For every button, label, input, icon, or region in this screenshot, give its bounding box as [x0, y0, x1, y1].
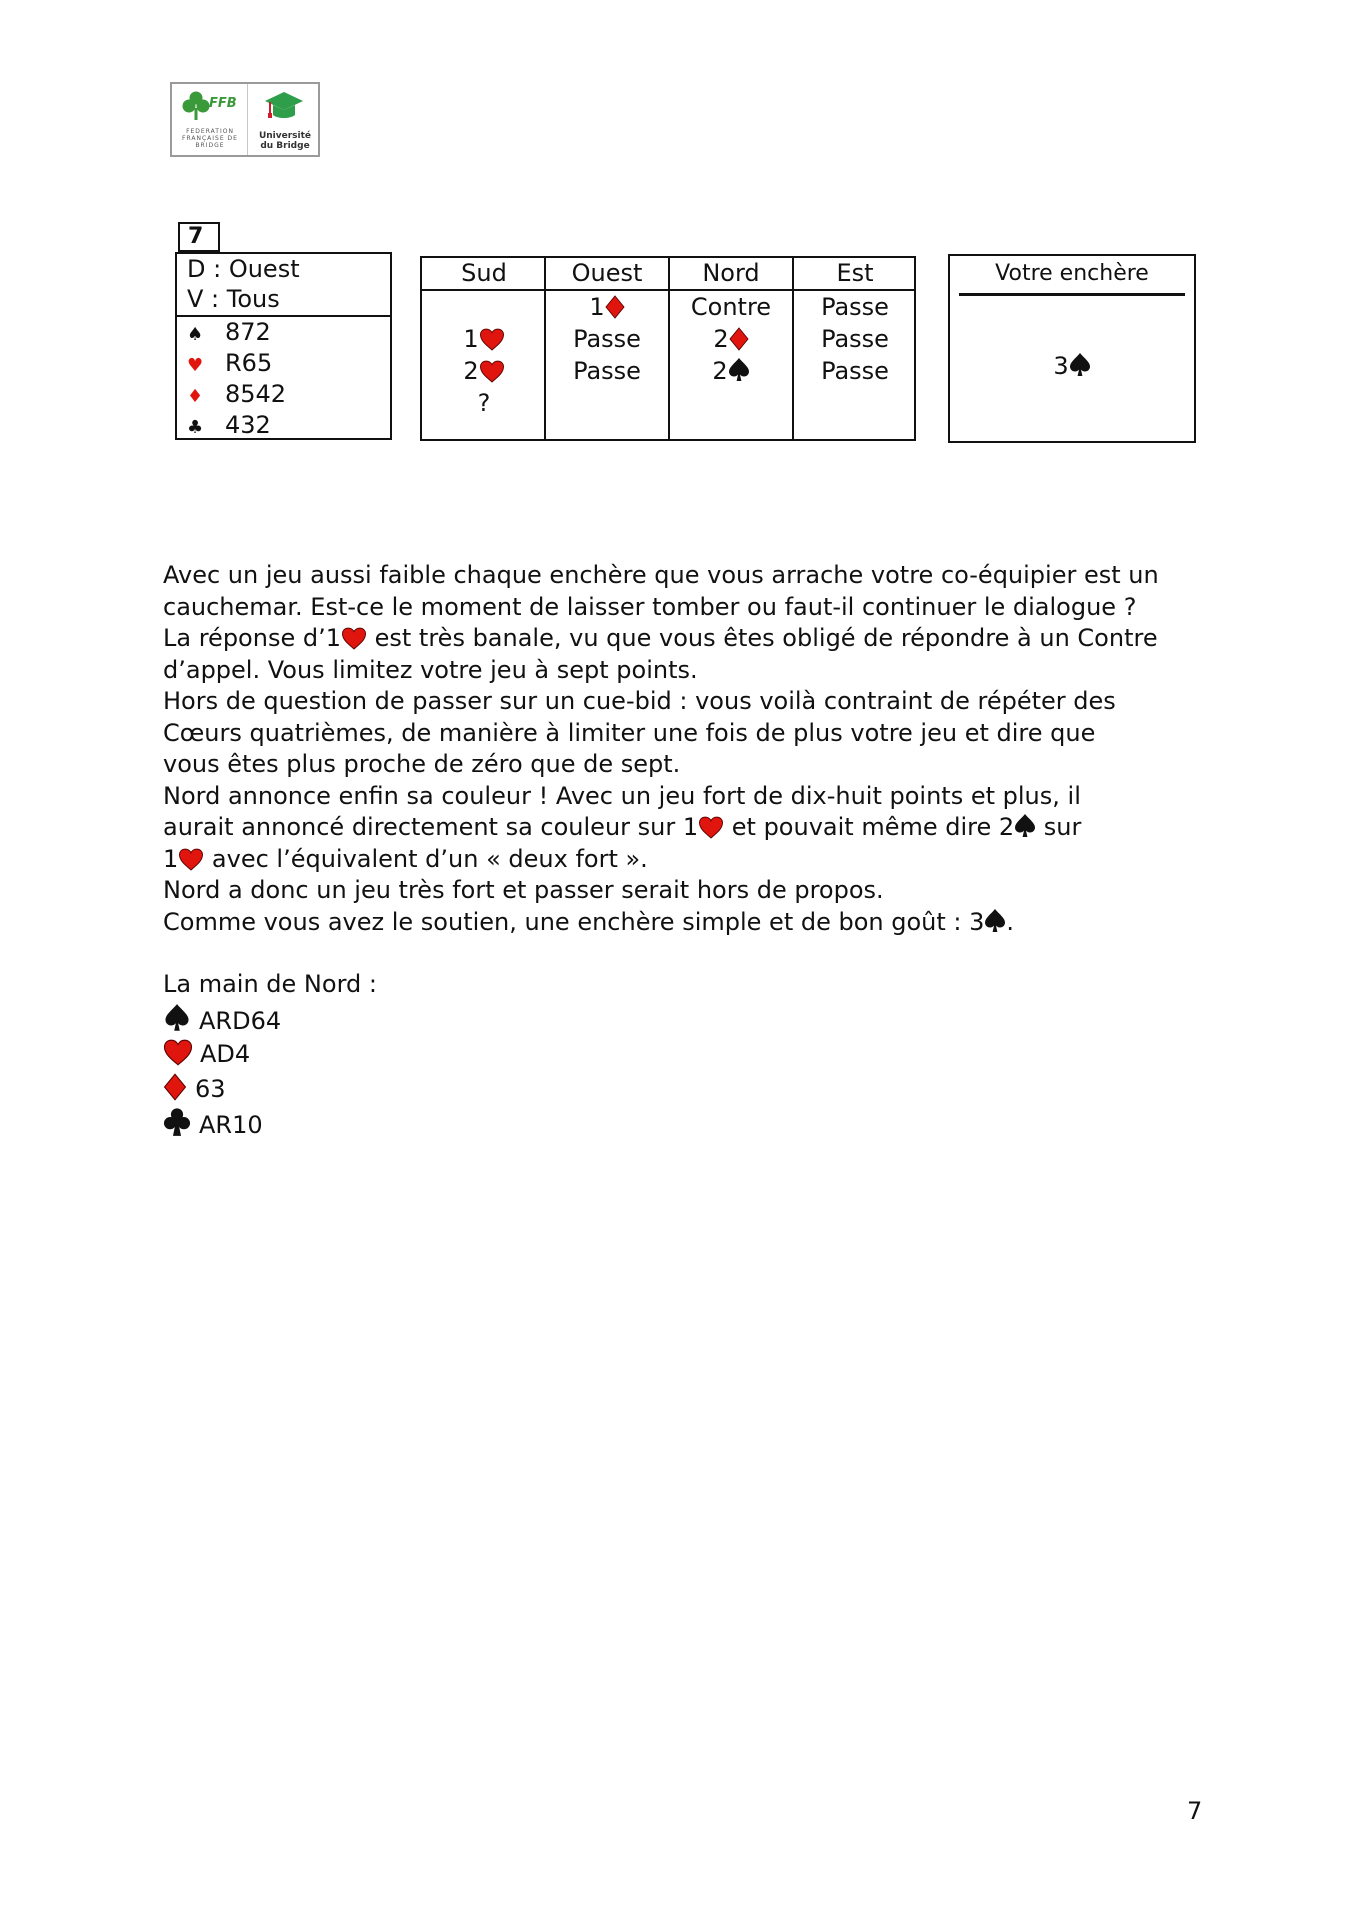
- hand-cards-diamonds: 8542: [225, 380, 287, 408]
- text-span: aurait annoncé directement sa couleur sur 1: [163, 813, 699, 841]
- bid-cell: [794, 387, 916, 419]
- bid-cell: [670, 355, 792, 387]
- answer-rule: [959, 293, 1185, 296]
- north-hand-diamonds: [163, 1073, 1213, 1106]
- spade-icon: [163, 1003, 191, 1033]
- page-number: 7: [1187, 1797, 1203, 1825]
- bid-cell: Passe: [573, 357, 641, 385]
- text-span: Comme vous avez le soutien, une enchère simple et de bon goût : 3: [163, 907, 985, 936]
- bid-cell: Passe: [573, 325, 641, 353]
- text-line: [163, 844, 1213, 876]
- text-span: .: [1006, 907, 1015, 936]
- bid-column-est: [792, 258, 916, 439]
- north-cards-diamonds: 63: [195, 1074, 226, 1103]
- ffb-logo: [170, 82, 320, 157]
- bid-cell: [670, 323, 792, 355]
- north-cards-hearts: AD4: [200, 1040, 251, 1068]
- bid-cell: Passe: [821, 325, 889, 353]
- deal-number: 7: [178, 222, 220, 252]
- text-line: Nord a donc un jeu très fort et passer serait hors de propos.: [163, 876, 884, 904]
- spade-icon: [1014, 813, 1036, 839]
- diamond-icon: [163, 1073, 187, 1101]
- text-line: cauchemar. Est-ce le moment de laisser tomber ou faut-il continuer le dialogue ?: [163, 592, 1137, 621]
- spade-icon: [984, 908, 1006, 934]
- bid-header-est: Est: [794, 258, 916, 291]
- bid-cell: [546, 291, 668, 323]
- bid-header-sud: Sud: [422, 258, 546, 291]
- universite-logo: [247, 84, 320, 155]
- diamond-icon: [605, 295, 625, 319]
- hand-cards-hearts: R65: [225, 349, 273, 377]
- hand-diagram: [175, 252, 392, 440]
- north-hand-spades: [163, 1003, 1213, 1038]
- text-span: La réponse d’1: [163, 624, 341, 652]
- text-line: Avec un jeu aussi faible chaque enchère que vous arrache votre co-équipier est un: [163, 561, 1159, 589]
- text-line: Cœurs quatrièmes, de manière à limiter une fois de plus votre jeu et dire que: [163, 718, 1096, 747]
- north-cards-clubs: AR10: [199, 1111, 263, 1139]
- bid-cell: Contre: [690, 293, 772, 321]
- text-line: [163, 907, 1213, 939]
- north-hand-title: La main de Nord :: [163, 970, 377, 998]
- text-span: est très banale, vu que vous êtes obligé de répondre à un Contre: [366, 624, 1158, 652]
- bid-cell: [422, 291, 546, 323]
- dealer-line: D : Ouest: [187, 255, 300, 283]
- hand-cards-clubs: 432: [225, 411, 271, 439]
- text-span: et pouvait même dire 2: [724, 813, 1015, 841]
- answer-title: Votre enchère: [995, 261, 1149, 286]
- diamond-icon: ♦: [187, 386, 204, 407]
- diamond-icon: [729, 327, 749, 351]
- vulnerability-line: V : Tous: [187, 285, 280, 313]
- bid-header-ouest: Ouest: [546, 258, 668, 291]
- bid-level: 2: [463, 357, 479, 385]
- text-line: vous êtes plus proche de zéro que de sept.: [163, 750, 681, 778]
- spade-icon: [1069, 352, 1091, 378]
- heart-icon: [341, 627, 367, 650]
- ffb-logo-left: [172, 84, 248, 155]
- text-line: Hors de question de passer sur un cue-bid : vous voilà contraint de répéter des: [163, 687, 1116, 715]
- bid-cell: [422, 355, 546, 387]
- bid-cell: [670, 387, 792, 419]
- heart-icon: [479, 328, 505, 351]
- hand-cards-spades: 872: [225, 318, 271, 346]
- graduation-cap-icon: [264, 90, 304, 126]
- text-line: [163, 623, 1213, 655]
- ffb-label: FFB: [209, 96, 237, 111]
- hand-row-hearts: [187, 348, 272, 379]
- bid-header-nord: Nord: [670, 258, 792, 291]
- bidding-table: [420, 256, 916, 441]
- bid-cell: [422, 323, 546, 355]
- bid-level: 1: [589, 293, 605, 321]
- heart-icon: [163, 1039, 193, 1066]
- text-span: 1: [163, 844, 179, 873]
- explanation-text: [163, 560, 1213, 1142]
- federation-label: FEDERATION FRANÇAISE DE BRIDGE: [182, 128, 238, 149]
- paragraph-gap: [163, 938, 1213, 969]
- heart-icon: ♥: [187, 355, 204, 376]
- text-line: [163, 812, 1213, 844]
- text-line: Nord annonce enfin sa couleur ! Avec un jeu fort de dix-huit points et plus, il: [163, 781, 1081, 810]
- bid-level: 2: [713, 325, 729, 353]
- heart-icon: [479, 360, 505, 383]
- text-line: d’appel. Vous limitez votre jeu à sept points.: [163, 655, 698, 684]
- bid-column-ouest: [544, 258, 668, 439]
- bid-cell: [546, 387, 668, 419]
- clover-icon: [182, 90, 210, 122]
- answer-level: 3: [1053, 352, 1069, 380]
- hand-row-spades: [187, 317, 271, 348]
- bid-level: 2: [712, 357, 728, 385]
- heart-icon: [178, 848, 204, 871]
- answer-box: [948, 254, 1196, 443]
- bid-cell: Passe: [821, 293, 889, 321]
- hand-row-clubs: [187, 410, 271, 441]
- spade-icon: ♠: [187, 324, 204, 345]
- spade-icon: [728, 357, 750, 383]
- bid-cell: Passe: [821, 357, 889, 385]
- heart-icon: [698, 816, 724, 839]
- bid-column-sud: [422, 258, 546, 439]
- north-cards-spades: ARD64: [199, 1006, 282, 1035]
- answer-value: [950, 350, 1194, 382]
- universite-label: Université du Bridge: [258, 131, 312, 151]
- club-icon: ♣: [187, 417, 204, 438]
- bid-level: 1: [463, 325, 479, 353]
- bid-column-nord: [668, 258, 792, 439]
- north-hand-hearts: [163, 1039, 1213, 1071]
- text-span: avec l’équivalent d’un « deux fort ».: [204, 844, 648, 873]
- north-hand-clubs: [163, 1107, 1213, 1142]
- bid-cell: ?: [477, 389, 491, 417]
- text-span: sur: [1036, 813, 1082, 841]
- club-icon: [163, 1107, 191, 1137]
- hand-row-diamonds: [187, 379, 286, 410]
